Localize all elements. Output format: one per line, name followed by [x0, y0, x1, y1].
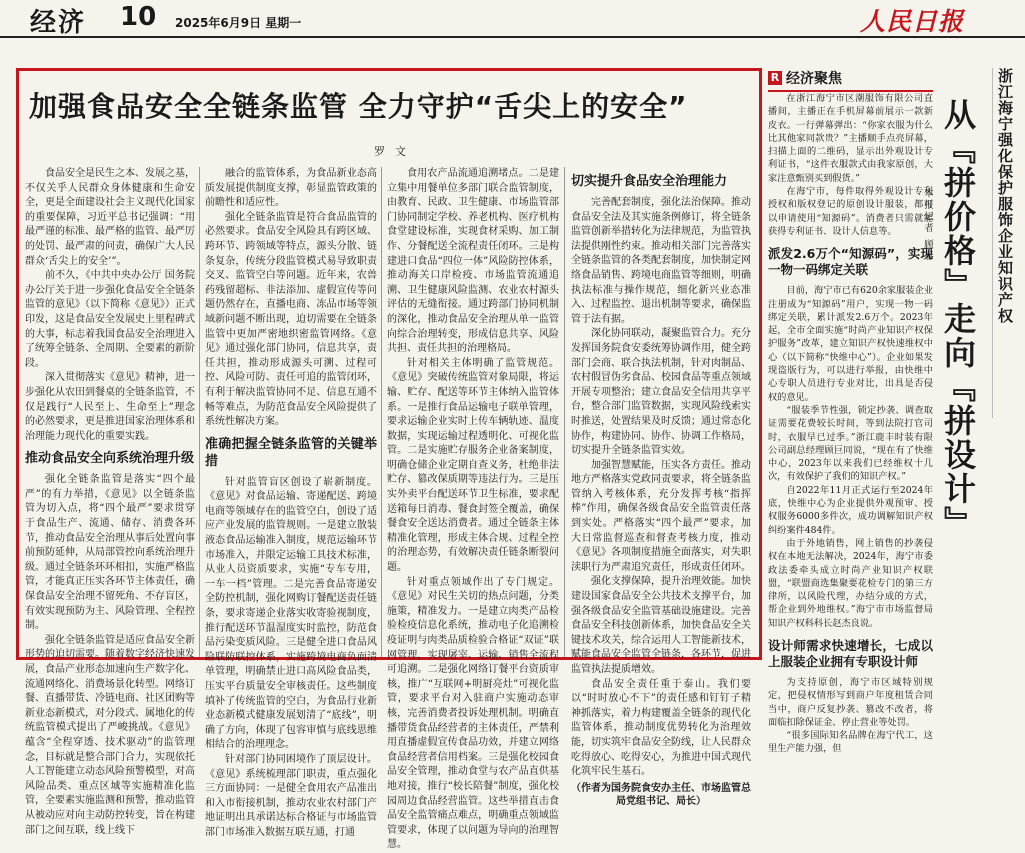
paragraph: 强化全链条监管是适应食品安全新形势的迫切需要。随着数字经济快速发展，食品产业形态加速向生产数字化、流通网络化、消费场景化转型。网络订餐、直播带货、冷链电商、社区团购等新业态新模式，对分段式、属地化的传统监管模式提出了严峻挑战。《意见》蕴含“全程穿透、技术驱动”的监管理念，目标就是整合部门合力，实现依托人工智能建立动态风险预警模型，对高风险品类、重点区域等实施精准化监管，全要素实施监测和预警，推动监管从被动应对向主动防控转变，旨在构建部门之间互联，线上线下 [25, 634, 195, 836]
feature-headline: 从『拼价格』走向『拼设计』 [939, 98, 977, 540]
paragraph: “服装季节性强，锁定抄袭、调查取证需要花费较长时间，等到法院打官司时，衣服早已过季。”浙江鹿丰时装有限公司副总经理顾巨同说，“现在有了快维中心，2023年以来我们已经维权十几次，有效保护了我们的知识产权。” [768, 404, 933, 483]
article-column-3 [387, 167, 559, 851]
paragraph: 加强智慧赋能，压实各方责任。推动地方严格落实党政同责要求，将全链条监管纳入考核体系，充分发挥考核“指挥棒”作用，确保各级食品安全监管责任落到实处。严格落实“四个最严”要求，加大日常监督巡查和督查考核力度，推动《意见》各项制度措施全面落实，对失职渎职行为严肃追究责任，形成责任闭环。 [571, 459, 751, 573]
paragraph: 深入贯彻落实《意见》精神，进一步强化从农田到餐桌的全链条监管，不仅是践行“人民至上、生命至上”理念的必然要求，更是推进国家治理体系和治理能力现代化的重要实践。 [25, 372, 195, 442]
paragraph: “很多国际知名品牌在海宁代工，这里生产能力强，但 [768, 730, 933, 755]
section-subhead: 切实提升食品安全治理能力 [571, 174, 728, 189]
masthead [0, 0, 1025, 38]
section-subhead: 推动食品安全向系统治理升级 [25, 451, 195, 467]
issue-date: 2025年6月9日 星期一 [175, 16, 302, 30]
article-column-4 [571, 167, 751, 807]
paragraph: 食品安全是民生之本、发展之基，不仅关乎人民群众身体健康和生命安全，更是全面建设社会主义现代化国家的重要保障，习近平总书记强调：“用最严谨的标准、最严格的监管、最严厉的处罚、最严肃的问责，确保广大人民群众‘舌尖上的安全’”。 [25, 168, 195, 267]
paragraph: 强化支撑保障，提升治理效能。加快建设国家食品安全公共技术支撑平台，加强各级食品安全监管基础设施建设。完善食品安全科技创新体系，加快食品安全关键技术攻关，综合运用人工智能新技术，赋能食品安全监管全链条，各环节，促进监管执法提质增效。 [571, 576, 751, 675]
column-badge: R [768, 71, 782, 85]
paragraph: 针对监管盲区创设了崭新制度。《意见》对食品运输、寄递配送、跨境电商等领域存在的监管空白，创设了适应产业发展的监管规则。一是建立散装液态食品运输准入制度，规范运输环节市场准入，并限定运输工具技术标准，从业人员资质要求，实施“专车专用，一车一档”管理。二是完善食品寄递安全防控机制，强化网购订餐配送责任链条，要求寄递企业落实收寄验视制度，推行配送环节温湿度实时监控，防范食品污染变质风险。三是健全进口食品风险联防联控体系，实施跨境电商负面清单管理，明确禁止进口高风险食品类，压实平台质量安全审核责任。这些制度填补了传统监管的空白，为食品行业新业态新模式健康发展划清了“底线”，明确了方向，体现了包容审慎与底线思维相结合的治理理念。 [205, 476, 377, 751]
article-column-2 [205, 167, 377, 838]
sidebar-body [768, 92, 933, 756]
column-divider [381, 167, 382, 657]
column-divider [199, 167, 200, 657]
paragraph: 针对部门协同困境作了顶层设计。《意见》系统梳理部门职责，重点强化三方面协同：一是健全食用农产品准出和入市衔接机制，推动农业农村部门产地证明出具承诺达标合格证与市场监管部门市场准入数据互联互通，打通 [205, 753, 377, 838]
paragraph: 自2022年11月正式运行至2024年底，快维中心为企业提供外观预审、授权服务6000多件次，成功调解知识产权纠纷案件484件。 [768, 484, 933, 536]
paragraph: 针对相关主体明确了监管规范。《意见》突破传统监管对象局限，将运输、贮存、配送等环节主体纳入监管体系。一是推行食品运输电子联单管理，要求运输企业实时上传车辆轨迹、温度数据，实现运输过程透明化、可视化监管。二是实施贮存服务企业备案制度，明确仓储企业定期自查义务，杜绝非法贮存、篡改保质期等违法行为。三是压实外卖平台配送环节卫生标准，要求配送箱每日消毒、餐食封签全覆盖，确保餐食安全送达消费者。通过全链条主体精准化管理，形成主体合规、过程全控的治理态势，有效解决责任链条断裂问题。 [387, 357, 559, 574]
newspaper-logo: 人民日报 [860, 7, 965, 36]
sidebar-subhead: 设计师需求快速增长，七成以上服装企业拥有专职设计师 [768, 637, 933, 669]
paragraph: 强化全链条监管是符合食品监管的必然要求。食品安全风险具有跨区域、跨环节、跨领域等特点，源头分散、链条复杂，传统分段监管模式易导致职责交叉、监管空白等问题。近年来，农兽药残留超标、非法添加、虚假宣传等问题仍然存在，直播电商、冻品市场等领域新问题不断出现，迫切需要在全链条监管中更加严密地织密监管网络。《意见》通过强化部门协同，信息共享，责任共担，推动形成源头可溯、过程可控、风险可防、责任可追的监管闭环，有利于解决监管协同不足、信息互通不畅等难点，为防范食品安全风险提供了系统性解决方案。 [205, 211, 377, 428]
feature-kicker: 浙江海宁强化保护服饰企业知识产权 [996, 68, 1014, 324]
feature-reporter: 本报记者 顾春 [922, 188, 933, 263]
paragraph: 目前，海宁市已有620余家服装企业注册成为“知源码”用户，实现一物一码绑定关联，累计派发2.6万个。2023年起，全市全面实施“时尚产业知识产权保护服务”改革，建立知识产权快速维权中心（以下简称“快维中心”）。企业如果发现盗版行为，可以进行举报，由快维中心专职人员进行专业对比，出具是否侵权的意见。 [768, 285, 933, 403]
paragraph: 由于外地销售，网上销售的抄袭侵权在本地无法解决，2024年，海宁市委政法委牵头成立时尚产业知识产权联盟，“联盟商选集聚要花检专门的第三方律所，以风险代理，办结分成的方式，帮企业到外地维权。”海宁市市场监督局知识产权科科长赵杰良说。 [768, 537, 933, 629]
paragraph: 融合的监管体系，为食品新业态高质发展提供制度支撑，彰显监管政策的前瞻性和适应性。 [205, 168, 377, 209]
paragraph: 食品安全责任重于泰山。我们要以“时时放心不下”的责任感和钉钉子精神抓落实，着力构建覆盖全链条的现代化监管体系，推动制度优势转化为治理效能，切实筑牢食品安全防线，让人民群众吃得放心、吃得安心，为推进中国式现代化筑牢民生基石。 [571, 678, 751, 778]
section-name: 经济 [30, 8, 87, 38]
economy-focus-column [768, 68, 933, 755]
section-subhead: 准确把握全链条监管的关键举措 [205, 436, 377, 469]
paragraph: 为支持原创，海宁市区域特别规定，把侵权情形写到商户年度租赁合同当中，商户反复抄袭、篡改不改者，将面临扣除保证金、停止营业等处罚。 [768, 676, 933, 728]
paragraph: 完善配套制度，强化法治保障。推动食品安全法及其实施条例修订，将全链条监管创新举措转化为法律规范，为监管执法提供刚性约束。推动相关部门完善落实全链条监管的各类配套制度，加快制定网络食品销售、跨境电商监管等细则，明确执法标准与操作规范，细化新兴业态准入、过程监控、退出机制等要求，确保监管于法有据。 [571, 197, 751, 325]
column-divider [564, 167, 565, 657]
article-column-1 [25, 167, 195, 836]
column-heading [768, 68, 933, 92]
article-byline: 罗文 [374, 145, 416, 158]
paragraph: 在海宁市，每件取得外观设计专利授权和版权登记的原创设计服装，都可以申请使用“知源码”。消费者只需就能获得专利证书、设计人信息等。 [768, 186, 933, 237]
paragraph: 前不久，《中共中央办公厅 国务院办公厅关于进一步强化食品安全全链条监管的意见》（以下简称《意见》）正式印发，这是食品安全发展史上里程碑式的大事，标志着我国食品安全治理进入了统筹全链条、全周期、全要素的新阶段。 [25, 270, 195, 369]
column-title: 经济聚焦 [786, 71, 842, 87]
vertical-divider [992, 68, 993, 418]
paragraph: 强化全链条监管是落实“四个最严”的有力举措，《意见》以全链条监管为切入点，将“四个最严”要求贯穿于食品生产、流通、储存、消费各环节，推动食品安全治理从事后处置向事前预防延伸，从局部管控向系统治理升级。通过全链条环环相扣，实施严格监管，才能真正压实各环节主体责任，确保食品安全治理不留死角、不存盲区，有效实现预防为主、风险管理、全程控制。 [25, 474, 195, 632]
paragraph: 深化协同联动，凝聚监管合力。充分发挥国务院食安委统筹协调作用，健全跨部门会商、联合执法机制，针对肉制品、农村假冒伪劣食品、校园食品等重点领域开展专项整治；建立食品安全信用共享平台，整合部门监管数据，实现风险线索实时推送，处置结果及时反馈；通过常态化协作，构建协同、协作、协调工作格局，切实提升全链条监管实效。 [571, 328, 751, 457]
paragraph: 在浙江海宁市区潮服饰有限公司直播间，主播正在手机屏幕前展示一款新皮衣。一行弹幕弹出：“你家衣服为什么比其他家同款贵？”主播顺手点亮屏幕，扫描上面的二维码，显示出外观设计专利证书，“这件衣服款式由我家原创，大家注意甄别买到假货。” [768, 93, 933, 184]
article-title: 加强食品安全全链条监管 全力守护“舌尖上的安全” [29, 90, 688, 123]
paragraph: 食用农产品流通追溯堵点。二是建立集中用餐单位多部门联合监管制度，由教育、民政、卫生健康、市场监管部门协同制定学校、养老机构、医疗机构食堂建设标准，实现食材采购、加工制作、分餐配送全流程责任闭环。三是构建进口食品“四位一体”风险防控体系，推动海关口岸检疫、市场监管流通追溯、卫生健康风险监测、农业农村源头评估的无缝衔接。通过跨部门协同机制的深化，推动食品安全治理从单一监管向综合治理转变，形成信息共享、风险共担、责任共担的治理格局。 [387, 168, 559, 355]
author-note: （作者为国务院食安办主任、市场监管总局党组书记、局长） [571, 782, 751, 807]
main-article [16, 68, 762, 851]
sidebar-subhead: 派发2.6万个“知源码”，实现一物一码绑定关联 [768, 246, 933, 278]
feature-headline-area [922, 68, 1025, 668]
page-number: 10 [120, 2, 157, 32]
paragraph: 针对重点领域作出了专门规定。《意见》对民生关切的热点问题，分类施策，精准发力。一是建立肉类产品检验检疫信息化系统，推动电子化追溯检疫证明与肉类品质检验合格证“双证”联网管理，实现屠宰、运输、销售全流程可追溯。二是强化网络订餐平台资质审核，推广“互联网+明厨亮灶”可视化监管，要求平台对入驻商户实施动态审核，完善消费者投诉处理机制。明确直播带货食品经营者的主体责任，严禁利用直播虚假宣传食品功效，并建立网络食品经营者信用档案。三是强化校园食品安全管理，推动食堂与农产品直供基地对接，推行“校长陪餐”制度，强化校园周边食品经营监管。这些举措直击食品安全监管痛点难点，明确重点领域监管要求，体现了以问题为导向的治理智慧。 [387, 576, 559, 851]
